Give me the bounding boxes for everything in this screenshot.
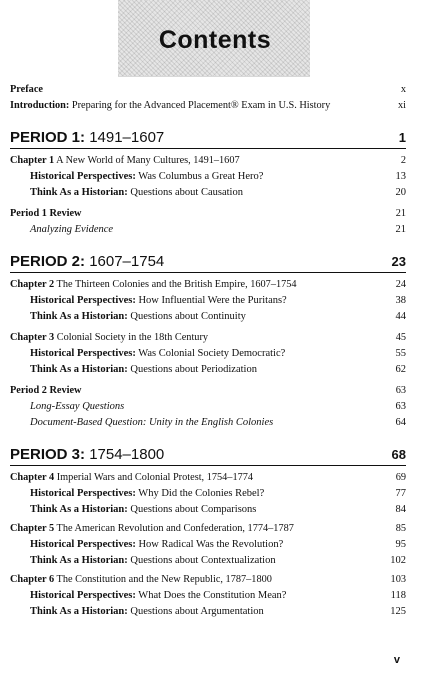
toc-subentry[interactable] (10, 588, 406, 604)
toc-page-number: 62 (395, 364, 406, 375)
toc-subentry[interactable] (10, 185, 406, 201)
subentry-text: How Influential Were the Puritans? (138, 295, 287, 306)
subentry-text: Questions about Causation (130, 187, 243, 198)
page-title: Contents (158, 26, 272, 54)
toc-page-number: 20 (395, 187, 406, 198)
toc-entry-label: Preface (10, 84, 43, 95)
subentry-text: Questions about Comparisons (130, 504, 257, 515)
review-item-text: Long-Essay Questions (30, 401, 125, 412)
toc-subentry[interactable] (10, 502, 406, 518)
subentry-label: Historical Perspectives: (30, 488, 136, 499)
toc-page-number: 84 (395, 504, 406, 515)
toc-page-number: 102 (390, 555, 406, 566)
toc-entry-introduction[interactable] (10, 98, 406, 114)
toc-chapter-4[interactable] (10, 470, 406, 486)
chapter-title: The Thirteen Colonies and the British Empire, 1607–1754 (56, 279, 297, 290)
toc-page-number: 45 (395, 332, 406, 343)
toc-entry-title: Preparing for the Advanced Placement® Exam in U.S. History (71, 100, 331, 111)
toc-page-number: 21 (395, 208, 406, 219)
period-label: PERIOD 2: (10, 253, 86, 270)
toc-period-review-2[interactable] (10, 383, 406, 399)
chapter-label: Chapter 3 (10, 332, 55, 343)
subentry-label: Think As a Historian: (30, 311, 128, 322)
subentry-label: Historical Perspectives: (30, 590, 136, 601)
toc-page-number: 44 (395, 311, 406, 322)
toc-period-review-1[interactable] (10, 206, 406, 222)
toc-page-number: 95 (395, 539, 406, 550)
toc-page-number: 38 (395, 295, 406, 306)
chapter-label: Chapter 5 (10, 523, 55, 534)
toc-review-item[interactable] (10, 399, 406, 415)
period-years: 1607–1754 (89, 253, 165, 270)
chapter-label: Chapter 2 (10, 279, 55, 290)
period-years: 1754–1800 (89, 446, 165, 463)
toc-subentry[interactable] (10, 553, 406, 569)
toc-entry-label: Introduction: (10, 100, 70, 111)
toc-chapter-6[interactable] (10, 572, 406, 588)
chapter-label: Chapter 6 (10, 574, 55, 585)
toc-subentry[interactable] (10, 537, 406, 553)
toc-page-number: 55 (395, 348, 406, 359)
period-heading-2[interactable] (10, 252, 406, 273)
toc-page-number: 63 (395, 385, 406, 396)
subentry-text: Questions about Contextualization (130, 555, 276, 566)
toc-page-number: 68 (391, 447, 406, 462)
toc-review-item[interactable] (10, 415, 406, 431)
toc-page-number: 85 (395, 523, 406, 534)
review-item-text: Analyzing Evidence (30, 224, 114, 235)
toc-chapter-5[interactable] (10, 521, 406, 537)
chapter-label: Chapter 4 (10, 472, 55, 483)
period-label: PERIOD 3: (10, 446, 86, 463)
toc-page-number: 24 (395, 279, 406, 290)
toc-page-number: 23 (391, 254, 406, 269)
toc-review-item[interactable] (10, 222, 406, 238)
subentry-label: Think As a Historian: (30, 187, 128, 198)
review-item-text: Document-Based Question: Unity in the English Colonies (30, 417, 274, 428)
toc-chapter-2[interactable] (10, 277, 406, 293)
toc-page-number: xi (397, 100, 406, 111)
toc-page-number: 1 (398, 130, 406, 145)
period-heading-3[interactable] (10, 445, 406, 466)
toc-entry-preface[interactable] (10, 82, 406, 98)
subentry-text: Was Columbus a Great Hero? (138, 171, 264, 182)
period-years: 1491–1607 (89, 129, 165, 146)
toc-subentry[interactable] (10, 309, 406, 325)
toc-page-number: 125 (390, 606, 406, 617)
toc-subentry[interactable] (10, 169, 406, 185)
subentry-label: Think As a Historian: (30, 504, 128, 515)
toc-subentry[interactable] (10, 362, 406, 378)
subentry-text: Questions about Continuity (130, 311, 246, 322)
table-of-contents (10, 82, 406, 620)
toc-page-number: 13 (395, 171, 406, 182)
subentry-text: Why Did the Colonies Rebel? (138, 488, 265, 499)
toc-subentry[interactable] (10, 346, 406, 362)
toc-page-number: 77 (395, 488, 406, 499)
review-label: Period 1 Review (10, 208, 82, 219)
subentry-text: Questions about Periodization (130, 364, 257, 375)
toc-subentry[interactable] (10, 293, 406, 309)
subentry-text: How Radical Was the Revolution? (138, 539, 284, 550)
subentry-label: Historical Perspectives: (30, 539, 136, 550)
subentry-label: Think As a Historian: (30, 364, 128, 375)
toc-chapter-1[interactable] (10, 153, 406, 169)
subentry-label: Historical Perspectives: (30, 295, 136, 306)
toc-page-number: 2 (400, 155, 406, 166)
period-label: PERIOD 1: (10, 129, 86, 146)
review-label: Period 2 Review (10, 385, 82, 396)
toc-page-number: 21 (395, 224, 406, 235)
subentry-label: Historical Perspectives: (30, 171, 136, 182)
folio-page-number: v (393, 654, 400, 666)
chapter-title: The Constitution and the New Republic, 1787–1800 (56, 574, 272, 585)
subentry-label: Think As a Historian: (30, 606, 128, 617)
toc-chapter-3[interactable] (10, 330, 406, 346)
chapter-label: Chapter 1 (10, 155, 55, 166)
toc-page-number: 103 (390, 574, 406, 585)
toc-page-number: 64 (395, 417, 406, 428)
chapter-title: Imperial Wars and Colonial Protest, 1754–1774 (56, 472, 254, 483)
toc-page-number: 63 (395, 401, 406, 412)
subentry-label: Think As a Historian: (30, 555, 128, 566)
chapter-title: Colonial Society in the 18th Century (56, 332, 209, 343)
toc-subentry[interactable] (10, 604, 406, 620)
chapter-title: The American Revolution and Confederation, 1774–1787 (56, 523, 294, 534)
toc-page-number: 118 (390, 590, 406, 601)
subentry-text: Questions about Argumentation (130, 606, 264, 617)
toc-page-number: x (400, 84, 406, 95)
toc-page-number: 69 (395, 472, 406, 483)
subentry-text: Was Colonial Society Democratic? (138, 348, 286, 359)
chapter-title: A New World of Many Cultures, 1491–1607 (56, 155, 240, 166)
toc-subentry[interactable] (10, 486, 406, 502)
period-heading-1[interactable] (10, 128, 406, 149)
subentry-label: Historical Perspectives: (30, 348, 136, 359)
subentry-text: What Does the Constitution Mean? (138, 590, 287, 601)
